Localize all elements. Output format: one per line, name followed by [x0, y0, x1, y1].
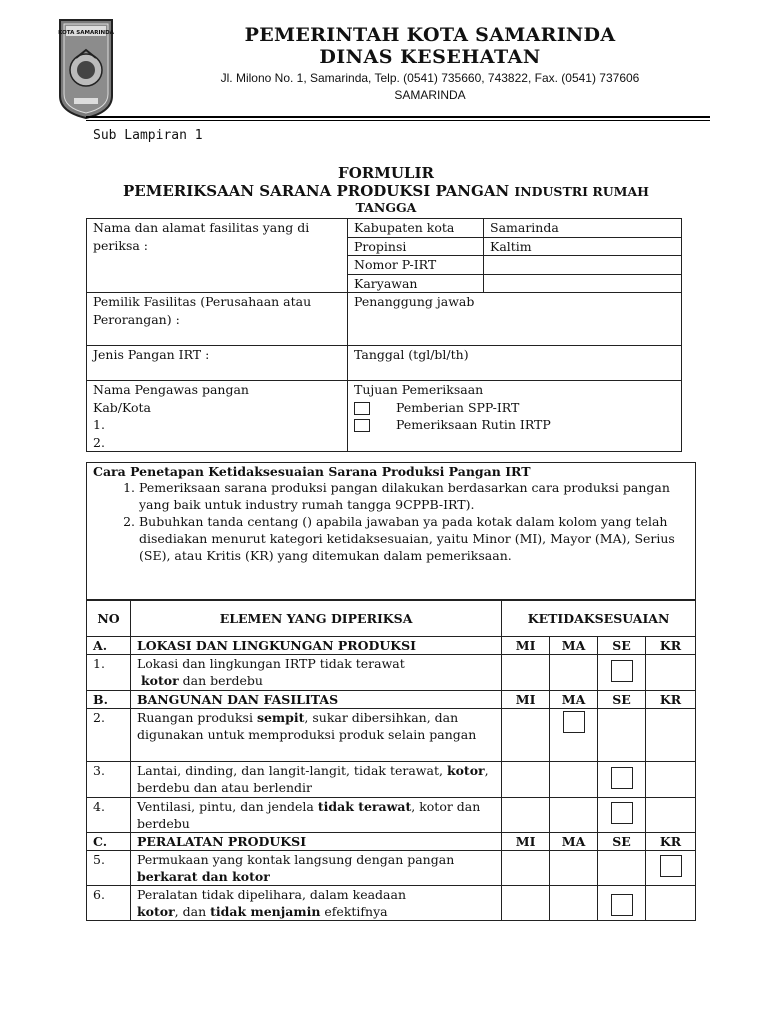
section-title: LOKASI DAN LINGKUNGAN PRODUKSI: [130, 637, 501, 655]
cell-ma[interactable]: [550, 886, 598, 921]
cell-mi[interactable]: [502, 655, 550, 691]
table-row: [87, 886, 696, 921]
col-se: SE: [598, 637, 646, 655]
col-mi: MI: [502, 637, 550, 655]
col-ma: MA: [550, 637, 598, 655]
instruction-item: 1. Pemeriksaan sarana produksi pangan dilakukan berdasarkan cara produksi pangan yang baik untuk industry rumah tangga 9CPPB-IRT).: [139, 479, 695, 513]
owner-cell[interactable]: Pemilik Fasilitas (Perusahaan atau Perorangan) :: [87, 293, 348, 346]
row-text: [130, 762, 501, 798]
row-text-b: kotor: [140, 673, 179, 688]
row-text-a: Peralatan tidak dipelihara, dalam keadaan: [136, 887, 406, 902]
purpose-option-spp-label: Pemberian SPP-IRT: [396, 399, 520, 415]
row-text-b: tidak terawat: [317, 799, 412, 814]
col-ketidaksesuaian: KETIDAKSESUAIAN: [502, 601, 696, 637]
col-kr: KR: [646, 833, 696, 851]
table-row: [87, 709, 696, 762]
col-ma: MA: [550, 833, 598, 851]
purpose-cell: [348, 381, 682, 452]
col-se: SE: [598, 833, 646, 851]
inspection-table: [86, 600, 696, 921]
header-rule-thin: [86, 120, 710, 121]
food-type-cell[interactable]: Jenis Pangan IRT :: [87, 346, 348, 381]
form-subtitle: [86, 182, 686, 200]
cell-kr[interactable]: [646, 655, 696, 691]
kab-label: Kabupaten kota: [348, 219, 484, 238]
row-text-b: sempit: [256, 710, 305, 725]
form-subtitle-tail: TANGGA: [355, 200, 417, 215]
row-text: [130, 655, 501, 691]
checkbox[interactable]: [354, 402, 370, 415]
cell-se[interactable]: [598, 762, 646, 798]
purpose-option-rutin-label: Pemeriksaan Rutin IRTP: [396, 417, 551, 432]
cell-kr[interactable]: [646, 886, 696, 921]
cell-se[interactable]: [598, 798, 646, 833]
row-text-c: dan berdebu: [178, 673, 263, 688]
checkbox[interactable]: [611, 767, 633, 789]
cell-kr[interactable]: [646, 762, 696, 798]
row-text-a: Ventilasi, pintu, dan jendela: [136, 799, 318, 814]
cell-ma[interactable]: [550, 762, 598, 798]
date-cell[interactable]: Tanggal (tgl/bl/th): [348, 346, 682, 381]
karyawan-label: Karyawan: [348, 274, 484, 293]
header-address: [120, 70, 740, 104]
row-text: [130, 851, 501, 886]
row-text-d: tidak menjamin: [210, 904, 321, 919]
col-ma: MA: [550, 691, 598, 709]
prop-value[interactable]: Kaltim: [484, 237, 682, 256]
facility-name-cell[interactable]: Nama dan alamat fasilitas yang di periksa :: [87, 219, 348, 293]
row-text-b: kotor: [136, 904, 175, 919]
header-government: PEMERINTAH KOTA SAMARINDA: [244, 24, 616, 46]
purpose-label: Tujuan Pemeriksaan: [354, 382, 484, 397]
pirt-value[interactable]: [484, 256, 682, 275]
table-row: [87, 798, 696, 833]
row-text: [130, 709, 501, 762]
row-no: 3.: [87, 762, 131, 798]
col-se: SE: [598, 691, 646, 709]
col-mi: MI: [502, 691, 550, 709]
sub-lampiran: Sub Lampiran 1: [93, 128, 203, 143]
col-no: NO: [87, 601, 131, 637]
row-text-a: Lantai, dinding, dan langit-langit, tidak terawat,: [136, 763, 447, 778]
form-subtitle-small: INDUSTRI RUMAH: [514, 184, 649, 199]
row-text-b: kotor: [446, 763, 485, 778]
address-city: SAMARINDA: [394, 88, 466, 102]
section-no: A.: [87, 637, 131, 655]
instruction-item: 2. Bubuhkan tanda centang () apabila jawaban ya pada kotak dalam kolom yang telah disediakan menurut kategori ketidaksesuaian, yaitu Minor (MI), Mayor (MA), Serius (SE), atau Kritis (KR) yang ditemukan dalam pemeriksaan.: [139, 513, 695, 564]
cell-ma[interactable]: [550, 851, 598, 886]
penanggung-cell[interactable]: Penanggung jawab: [348, 293, 682, 346]
inspector-2: 2.: [93, 434, 105, 450]
table-row: [87, 762, 696, 798]
cell-se[interactable]: [598, 886, 646, 921]
checkbox[interactable]: [611, 894, 633, 916]
inspector-kab: Kab/Kota: [93, 399, 152, 415]
city-emblem-logo: [56, 14, 116, 120]
section-no: C.: [87, 833, 131, 851]
instructions-title: Cara Penetapan Ketidaksesuaian Sarana Produksi Pangan IRT: [93, 464, 531, 479]
table-row: [87, 655, 696, 691]
cell-kr[interactable]: [646, 851, 696, 886]
row-no: 2.: [87, 709, 131, 762]
instructions-list: [87, 479, 695, 564]
section-title: BANGUNAN DAN FASILITAS: [130, 691, 501, 709]
row-text-c: , kotor dan berdebu: [136, 799, 481, 831]
checkbox[interactable]: [611, 660, 633, 682]
form-subtitle-main: PEMERIKSAAN SARANA PRODUKSI PANGAN: [123, 182, 510, 200]
col-mi: MI: [502, 833, 550, 851]
row-text: [130, 886, 501, 921]
row-no: 1.: [87, 655, 131, 691]
cell-se[interactable]: [598, 655, 646, 691]
inspector-cell[interactable]: [87, 381, 348, 452]
row-text-a: Permukaan yang kontak langsung dengan pangan: [136, 852, 455, 867]
row-text-a: Lokasi dan lingkungan IRTP tidak terawat: [136, 656, 405, 671]
form-title: FORMULIR: [338, 164, 434, 182]
row-text-b: berkarat dan kotor: [136, 869, 270, 884]
row-no: 6.: [87, 886, 131, 921]
checkbox[interactable]: [563, 711, 585, 733]
row-text-c: , dan: [174, 904, 211, 919]
cell-mi[interactable]: [502, 886, 550, 921]
cell-kr[interactable]: [646, 798, 696, 833]
table-row: [87, 851, 696, 886]
header-rule: [86, 116, 710, 118]
inspector-1: 1.: [93, 417, 105, 432]
cell-ma[interactable]: [550, 709, 598, 762]
inspector-label: Nama Pengawas pangan: [93, 382, 249, 397]
cell-se[interactable]: [598, 709, 646, 762]
address-line: Jl. Milono No. 1, Samarinda, Telp. (0541) 735660, 743822, Fax. (0541) 737606: [220, 71, 640, 85]
cell-mi[interactable]: [502, 709, 550, 762]
cell-kr[interactable]: [646, 709, 696, 762]
cell-ma[interactable]: [550, 798, 598, 833]
row-no: 4.: [87, 798, 131, 833]
checkbox[interactable]: [611, 802, 633, 824]
cell-mi[interactable]: [502, 762, 550, 798]
instructions-box: [86, 462, 696, 600]
karyawan-value[interactable]: [484, 274, 682, 293]
row-text-c: , berdebu dan atau berlendir: [136, 763, 489, 795]
purpose-option-spp[interactable]: [354, 399, 675, 417]
header-agency: DINAS KESEHATAN: [319, 46, 541, 68]
cell-mi[interactable]: [502, 798, 550, 833]
row-no: 5.: [87, 851, 131, 886]
row-text-c: , sukar dibersihkan, dan digunakan untuk memproduksi produk selain pangan: [136, 710, 477, 742]
checkbox[interactable]: [354, 419, 370, 432]
col-elemen: ELEMEN YANG DIPERIKSA: [130, 601, 501, 637]
row-text-a: Ruangan produksi: [136, 710, 257, 725]
checkbox[interactable]: [660, 855, 682, 877]
section-no: B.: [87, 691, 131, 709]
row-text: [130, 798, 501, 833]
cell-se[interactable]: [598, 851, 646, 886]
row-text-e: efektifnya: [320, 904, 388, 919]
kab-value[interactable]: Samarinda: [484, 219, 682, 238]
section-title: PERALATAN PRODUKSI: [130, 833, 501, 851]
purpose-option-rutin[interactable]: [354, 416, 675, 434]
col-kr: KR: [646, 637, 696, 655]
col-kr: KR: [646, 691, 696, 709]
cell-ma[interactable]: [550, 655, 598, 691]
svg-text:KOTA SAMARINDA: KOTA SAMARINDA: [58, 30, 114, 36]
facility-info-table: [86, 218, 682, 452]
prop-label: Propinsi: [348, 237, 484, 256]
cell-mi[interactable]: [502, 851, 550, 886]
pirt-label: Nomor P-IRT: [348, 256, 484, 275]
